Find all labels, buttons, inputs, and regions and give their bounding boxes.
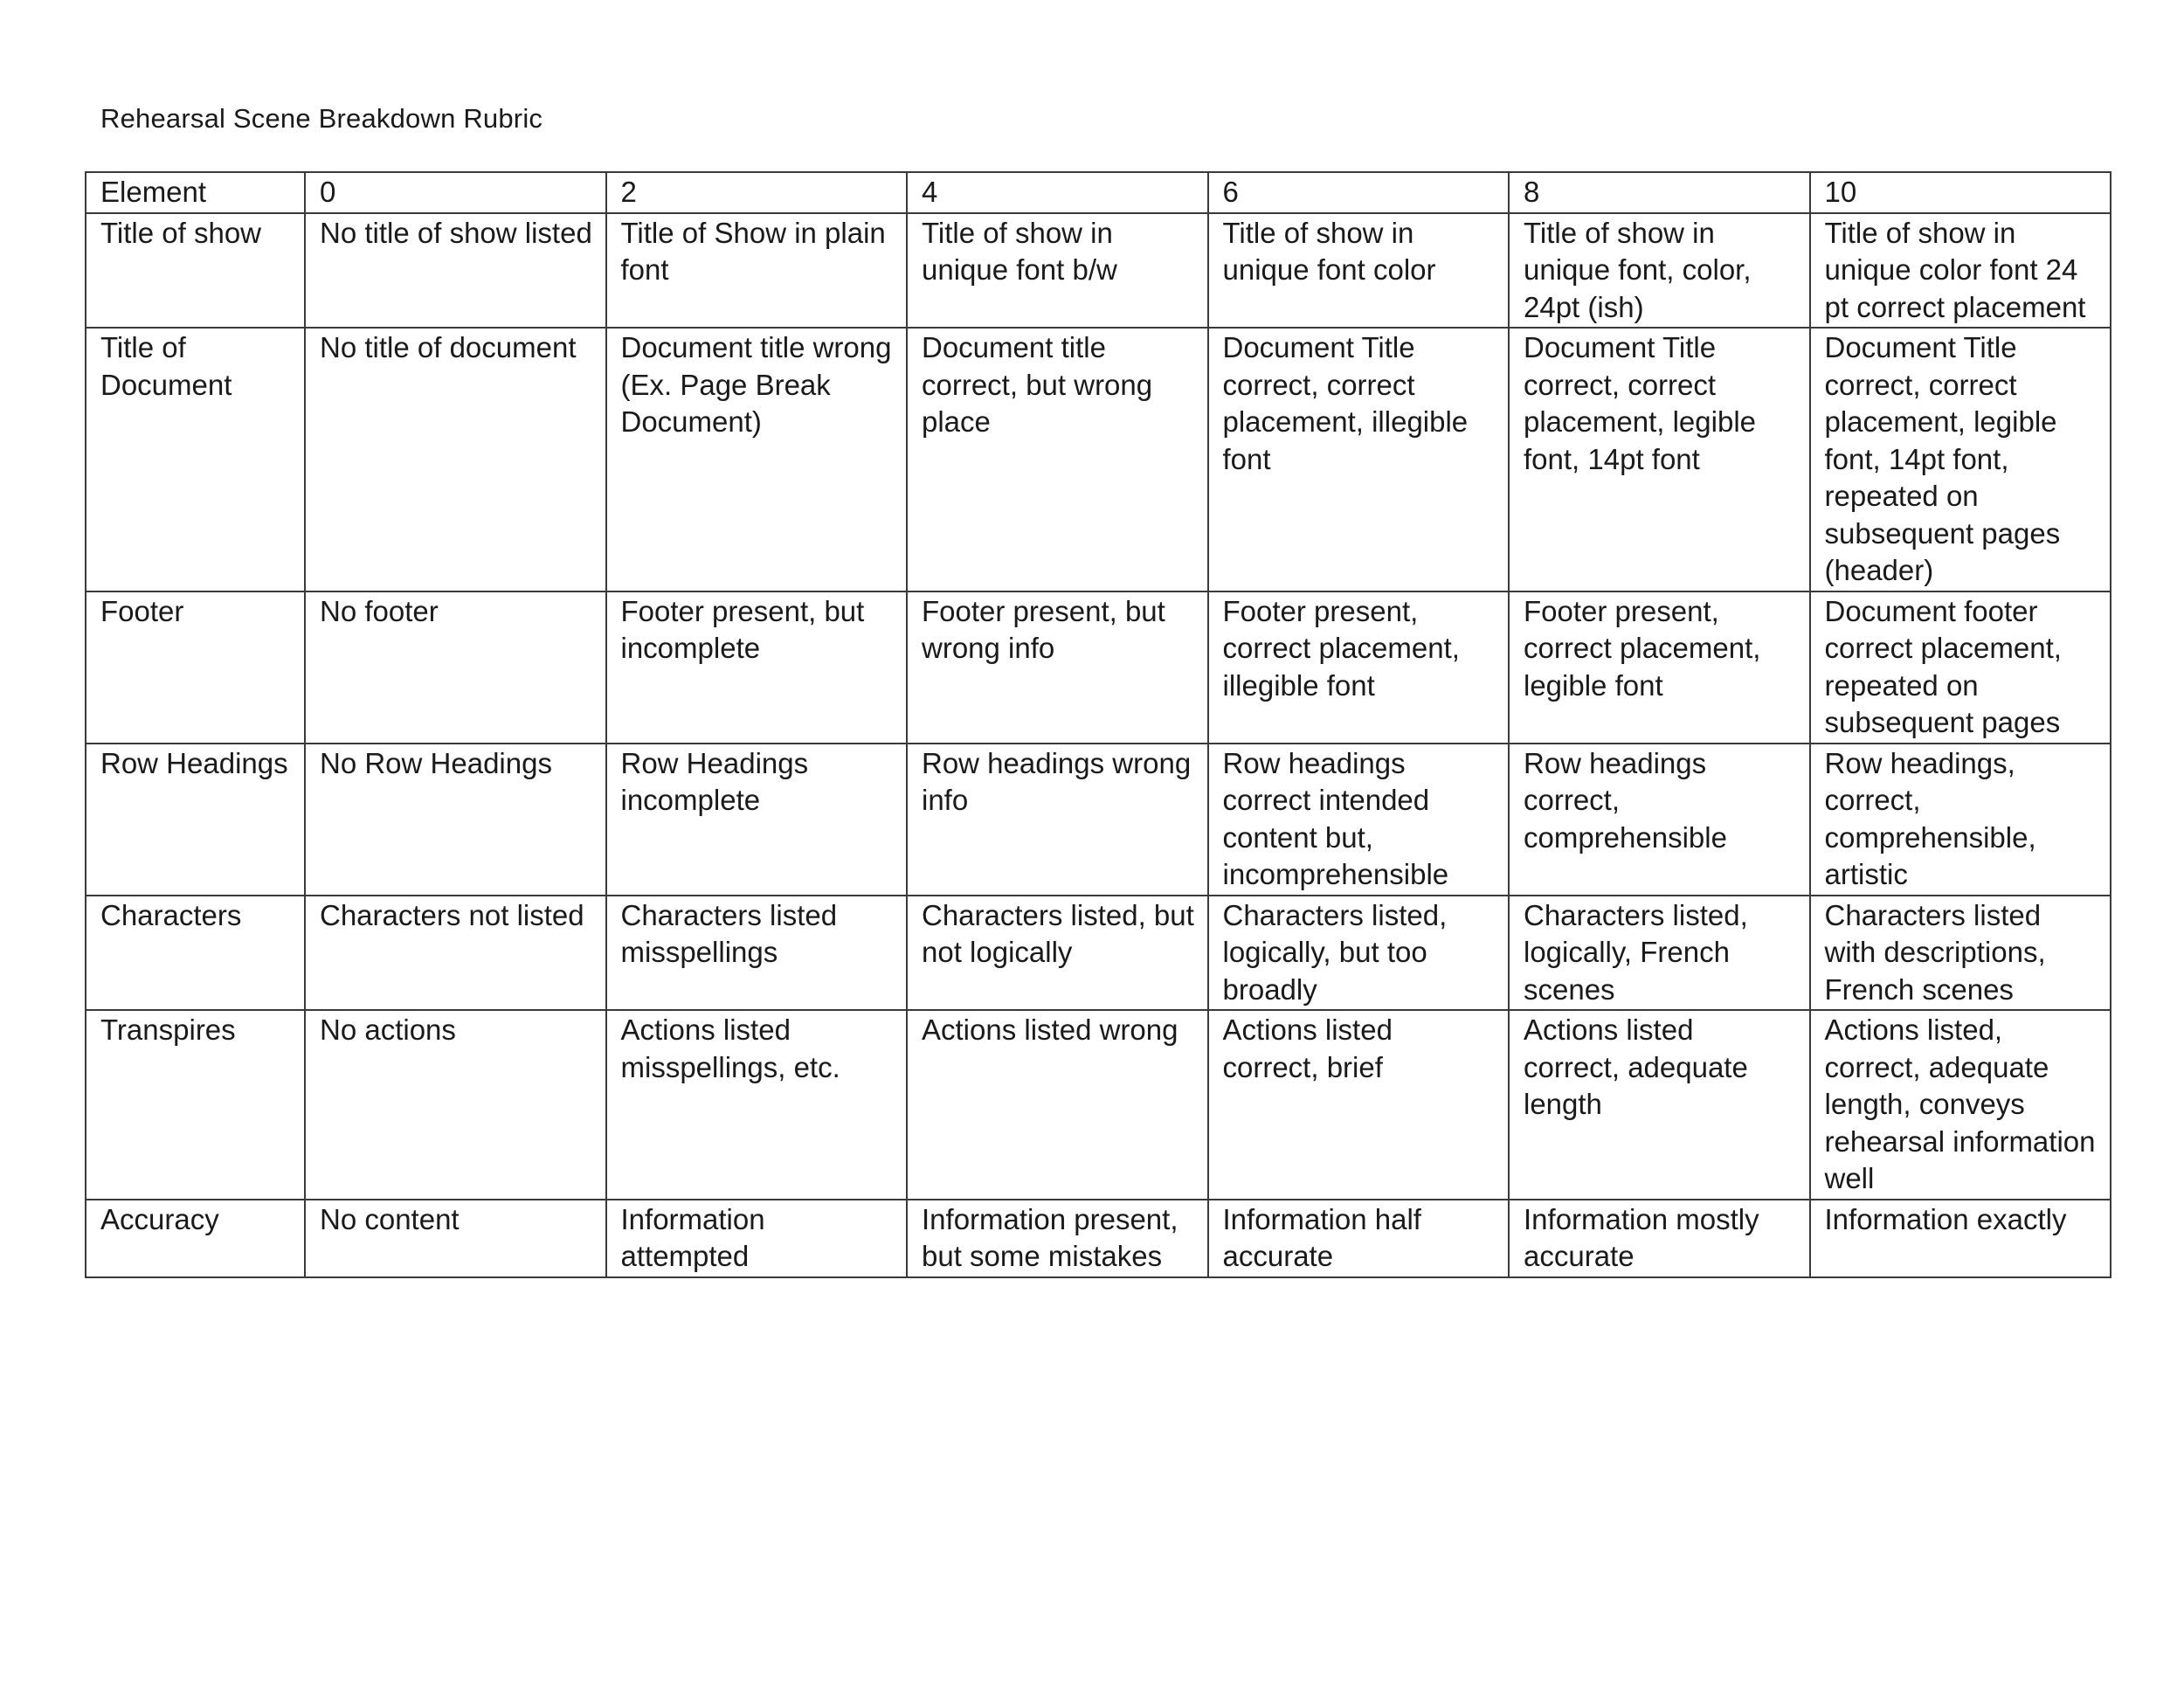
table-row (86, 213, 2111, 329)
table-row (86, 744, 2111, 896)
table-row (86, 591, 2111, 744)
table-cell: Row headings, correct, comprehensible, artistic (1810, 744, 2111, 896)
table-cell: Document Title correct, correct placement, legible font, 14pt font (1509, 328, 1810, 591)
table-cell: Information present, but some mistakes (907, 1200, 1208, 1277)
table-cell: Row Headings incomplete (606, 744, 908, 896)
table-cell: Footer present, correct placement, legible font (1509, 591, 1810, 744)
table-cell: Row headings wrong info (907, 744, 1208, 896)
table-cell: Information exactly (1810, 1200, 2111, 1277)
table-cell: No content (305, 1200, 606, 1277)
table-cell: Information attempted (606, 1200, 908, 1277)
table-cell: Row headings correct intended content but, incomprehensible (1208, 744, 1510, 896)
table-cell: Characters listed, but not logically (907, 896, 1208, 1011)
table-cell: Actions listed, correct, adequate length, conveys rehearsal information well (1810, 1010, 2111, 1200)
table-cell: Information half accurate (1208, 1200, 1510, 1277)
page-title: Rehearsal Scene Breakdown Rubric (100, 103, 543, 134)
column-header-score-2: 2 (606, 172, 908, 213)
table-cell: Row headings correct, comprehensible (1509, 744, 1810, 896)
table-cell: Footer present, but wrong info (907, 591, 1208, 744)
table-row (86, 1010, 2111, 1200)
table-cell: Title of Show in plain font (606, 213, 908, 329)
table-cell: Characters listed, logically, French scenes (1509, 896, 1810, 1011)
table-cell: Footer present, correct placement, illegible font (1208, 591, 1510, 744)
table-row (86, 1200, 2111, 1277)
table-cell: Document Title correct, correct placement, legible font, 14pt font, repeated on subsequent pages (header) (1810, 328, 2111, 591)
row-label: Title of show (86, 213, 305, 329)
table-cell: Title of show in unique font b/w (907, 213, 1208, 329)
table-cell: Characters not listed (305, 896, 606, 1011)
table-cell: Actions listed correct, adequate length (1509, 1010, 1810, 1200)
table-cell: No title of show listed (305, 213, 606, 329)
table-cell: Characters listed misspellings (606, 896, 908, 1011)
column-header-score-10: 10 (1810, 172, 2111, 213)
table-cell: No Row Headings (305, 744, 606, 896)
table-cell: Document title correct, but wrong place (907, 328, 1208, 591)
row-label: Title of Document (86, 328, 305, 591)
table-cell: Actions listed correct, brief (1208, 1010, 1510, 1200)
table-cell: Footer present, but incomplete (606, 591, 908, 744)
table-cell: No footer (305, 591, 606, 744)
row-label: Row Headings (86, 744, 305, 896)
table-cell: Actions listed misspellings, etc. (606, 1010, 908, 1200)
row-label: Transpires (86, 1010, 305, 1200)
table-cell: Actions listed wrong (907, 1010, 1208, 1200)
rubric-table (85, 171, 2111, 1278)
table-cell: Document footer correct placement, repeated on subsequent pages (1810, 591, 2111, 744)
table-cell: Information mostly accurate (1509, 1200, 1810, 1277)
column-header-score-8: 8 (1509, 172, 1810, 213)
table-cell: No actions (305, 1010, 606, 1200)
table-cell: Document Title correct, correct placement, illegible font (1208, 328, 1510, 591)
column-header-score-0: 0 (305, 172, 606, 213)
table-cell: Characters listed with descriptions, French scenes (1810, 896, 2111, 1011)
column-header-score-4: 4 (907, 172, 1208, 213)
table-cell: No title of document (305, 328, 606, 591)
table-row (86, 896, 2111, 1011)
row-label: Accuracy (86, 1200, 305, 1277)
column-header-element: Element (86, 172, 305, 213)
table-cell: Title of show in unique font, color, 24pt (ish) (1509, 213, 1810, 329)
table-header-row (86, 172, 2111, 213)
table-cell: Document title wrong (Ex. Page Break Document) (606, 328, 908, 591)
column-header-score-6: 6 (1208, 172, 1510, 213)
table-cell: Characters listed, logically, but too broadly (1208, 896, 1510, 1011)
table-cell: Title of show in unique font color (1208, 213, 1510, 329)
table-row (86, 328, 2111, 591)
row-label: Footer (86, 591, 305, 744)
table-cell: Title of show in unique color font 24 pt correct placement (1810, 213, 2111, 329)
row-label: Characters (86, 896, 305, 1011)
